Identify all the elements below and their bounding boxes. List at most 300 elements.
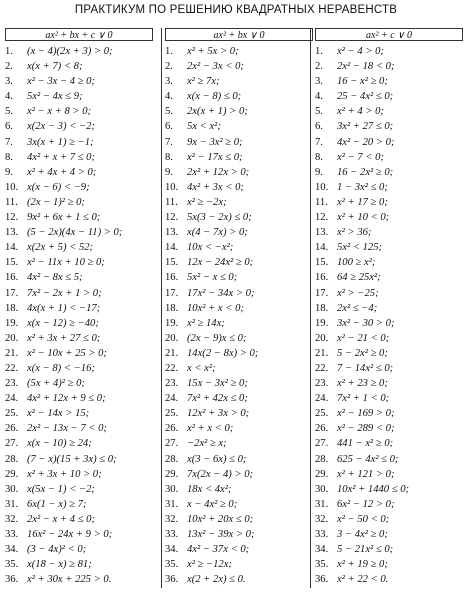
exercise-inequality: 3x(x + 1) ≥ −1; [27, 136, 94, 148]
exercise-inequality: 4x² − 37x < 0; [187, 544, 250, 556]
exercise-number: 30. [165, 483, 179, 495]
exercise-inequality: 7x² − 2x + 1 > 0; [27, 287, 102, 299]
exercise-row [165, 406, 313, 421]
exercise-number: 33. [315, 529, 329, 540]
exercise-number: 16. [5, 272, 19, 284]
exercise-inequality: 7x² + 42x ≤ 0; [187, 393, 248, 405]
exercise-number: 32. [5, 513, 19, 525]
exercise-number: 30. [315, 483, 329, 495]
exercise-row [5, 542, 153, 557]
exercise-number: 36. [165, 574, 179, 586]
exercise-row [165, 150, 313, 165]
exercise-number: 29. [5, 468, 19, 480]
exercise-number: 5. [315, 106, 323, 118]
exercise-row [315, 452, 463, 467]
exercise-inequality: (x − 4)(2x + 3) > 0; [27, 46, 113, 57]
exercise-row [315, 497, 463, 512]
exercise-inequality: x² + 3x + 10 > 0; [27, 468, 102, 480]
exercise-number: 14. [5, 242, 19, 254]
exercise-inequality: x(4 − 7x) > 0; [187, 227, 248, 239]
exercise-row [315, 44, 463, 59]
exercise-inequality: 2x² + 12x > 0; [187, 166, 250, 178]
exercise-inequality: x² − x + 8 > 0; [27, 106, 92, 118]
exercise-number: 34. [165, 544, 179, 556]
exercise-number: 11. [165, 196, 178, 208]
exercise-number: 7. [5, 136, 13, 148]
exercise-inequality: x² + 4 > 0; [337, 106, 384, 118]
exercise-number: 33. [165, 529, 179, 540]
exercise-row [315, 195, 463, 210]
exercise-inequality: −2x² ≥ x; [187, 438, 227, 450]
exercise-row [315, 74, 463, 89]
exercise-inequality: x² ≥ −2x; [187, 196, 227, 208]
exercise-inequality: x² − 50 < 0; [337, 513, 390, 525]
exercise-number: 6. [5, 121, 13, 133]
exercise-inequality: x(x − 12) ≥ −40; [27, 317, 99, 329]
exercise-number: 1. [315, 46, 323, 57]
exercise-number: 25. [315, 408, 329, 420]
exercise-inequality: x² ≥ −12x; [187, 559, 232, 571]
exercise-inequality: 441 − x² ≥ 0; [337, 438, 394, 450]
exercise-inequality: 10x² + 1440 ≤ 0; [337, 483, 410, 495]
exercise-row [5, 436, 153, 451]
exercise-row [165, 240, 313, 255]
exercise-number: 20. [5, 332, 19, 344]
exercise-inequality: x² + 19 ≥ 0; [337, 559, 388, 571]
exercise-number: 12. [315, 212, 329, 224]
exercise-row [5, 240, 153, 255]
exercise-inequality: x(18 − x) ≥ 81; [27, 559, 92, 571]
exercise-number: 28. [165, 453, 179, 465]
exercise-inequality: 1 − 3x² ≤ 0; [337, 181, 388, 193]
exercise-number: 18. [165, 302, 179, 314]
exercise-inequality: 100 ≥ x²; [337, 257, 376, 269]
exercise-number: 24. [5, 393, 19, 405]
exercise-number: 10. [165, 181, 179, 193]
exercise-number: 8. [315, 151, 323, 163]
exercise-number: 15. [315, 257, 329, 269]
exercise-row [315, 135, 463, 150]
exercise-row [5, 316, 153, 331]
exercise-number: 18. [5, 302, 19, 314]
exercise-row [315, 346, 463, 361]
exercise-number: 31. [5, 498, 19, 510]
exercise-number: 24. [315, 393, 329, 405]
exercise-row [5, 74, 153, 89]
exercise-number: 20. [165, 332, 179, 344]
exercise-number: 15. [5, 257, 19, 269]
exercise-inequality: 10x² + x < 0; [187, 302, 244, 314]
exercise-inequality: 7x² + 1 < 0; [337, 393, 390, 405]
exercise-number: 35. [165, 559, 179, 571]
exercise-inequality: 12x − 24x² ≥ 0; [187, 257, 254, 269]
exercise-inequality: x² > 36; [337, 227, 372, 239]
column-no-linear [315, 28, 463, 587]
exercise-number: 2. [315, 61, 323, 73]
exercise-number: 8. [5, 151, 13, 163]
exercise-number: 8. [165, 151, 173, 163]
column-header: ax² + c ∨ 0 [315, 28, 463, 41]
exercise-inequality: 2x² − 13x − 7 < 0; [27, 423, 107, 435]
exercise-number: 20. [315, 332, 329, 344]
exercise-inequality: 2x² ≤ −4; [337, 302, 378, 314]
exercise-inequality: 7 − 14x² ≤ 0; [337, 362, 394, 374]
exercise-number: 17. [315, 287, 329, 299]
exercise-row [165, 482, 313, 497]
exercise-row [5, 180, 153, 195]
exercise-inequality: x² + 4x + 4 > 0; [27, 166, 97, 178]
exercise-number: 32. [165, 513, 179, 525]
exercise-inequality: 15x − 3x² ≥ 0; [187, 378, 248, 390]
page-title: ПРАКТИКУМ ПО РЕШЕНИЮ КВАДРАТНЫХ НЕРАВЕНСТВ [74, 4, 398, 16]
exercise-number: 3. [165, 76, 173, 88]
exercise-inequality: 5x(3 − 2x) ≤ 0; [187, 212, 252, 224]
exercise-inequality: 9x² + 6x + 1 ≤ 0; [27, 212, 101, 224]
exercise-number: 17. [5, 287, 19, 299]
exercise-inequality: x² + 17 ≥ 0; [337, 196, 388, 208]
exercise-row [165, 527, 313, 542]
exercise-number: 5. [165, 106, 173, 118]
exercise-inequality: 10x < −x²; [187, 242, 234, 254]
exercise-inequality: x(2 + 2x) ≤ 0. [187, 574, 246, 586]
exercise-inequality: 5x² − 4x ≤ 9; [27, 91, 83, 103]
exercise-inequality: x² + 3x + 27 ≤ 0; [27, 332, 101, 344]
exercise-row [5, 572, 153, 587]
exercise-number: 7. [315, 136, 323, 148]
exercise-number: 16. [165, 272, 179, 284]
exercise-inequality: (2x − 9)x ≤ 0; [187, 332, 247, 344]
exercise-number: 1. [165, 46, 173, 57]
exercise-row [315, 255, 463, 270]
exercise-inequality: x² + 10 < 0; [337, 212, 390, 224]
exercise-inequality: 10x² + 20x ≤ 0; [187, 513, 254, 525]
exercise-number: 4. [315, 91, 323, 103]
exercise-row [315, 376, 463, 391]
exercise-row [5, 150, 153, 165]
exercise-number: 27. [5, 438, 19, 450]
exercise-inequality: 3x² − 30 > 0; [337, 317, 395, 329]
exercise-number: 21. [5, 347, 19, 359]
exercise-number: 2. [5, 61, 13, 73]
exercise-row [5, 527, 153, 542]
exercise-inequality: x² + 23 ≥ 0; [337, 378, 388, 390]
exercise-row [5, 44, 153, 59]
exercise-number: 7. [165, 136, 173, 148]
exercise-inequality: 7x(2x − 4) > 0; [187, 468, 254, 480]
exercise-inequality: 16 − 2x² ≥ 0; [337, 166, 394, 178]
exercise-number: 25. [5, 408, 19, 420]
exercise-row [5, 406, 153, 421]
exercise-number: 17. [165, 287, 179, 299]
exercise-row [5, 119, 153, 134]
exercise-row [165, 436, 313, 451]
exercise-number: 22. [315, 362, 329, 374]
exercise-inequality: (5x + 4)² ≥ 0; [27, 378, 85, 390]
exercise-inequality: x(x − 6) < −9; [27, 181, 90, 193]
exercise-number: 28. [315, 453, 329, 465]
exercise-number: 27. [315, 438, 329, 450]
exercise-number: 10. [315, 181, 329, 193]
exercise-inequality: 3 − 4x² ≥ 0; [337, 529, 388, 540]
exercise-inequality: 625 − 4x² ≤ 0; [337, 453, 399, 465]
exercise-row [315, 316, 463, 331]
exercise-inequality: 4x² − 20 > 0; [337, 136, 395, 148]
exercise-row [315, 421, 463, 436]
exercise-inequality: 17x² − 34x > 0; [187, 287, 255, 299]
exercise-row [5, 165, 153, 180]
exercise-number: 21. [165, 347, 179, 359]
exercise-number: 35. [5, 559, 19, 571]
exercise-row [5, 210, 153, 225]
exercise-row [165, 74, 313, 89]
exercise-inequality: x(3 − 6x) ≤ 0; [187, 453, 247, 465]
exercise-inequality: 4x² + 3x < 0; [187, 181, 244, 193]
exercise-number: 14. [315, 242, 329, 254]
exercise-inequality: x² − 169 > 0; [337, 408, 395, 420]
exercise-number: 11. [5, 196, 18, 208]
exercise-number: 15. [165, 257, 179, 269]
exercise-row [315, 331, 463, 346]
exercise-number: 35. [315, 559, 329, 571]
column-header: ax² + bx ∨ 0 [165, 28, 313, 41]
exercise-inequality: x(5x − 1) < −2; [27, 483, 95, 495]
exercise-row [5, 270, 153, 285]
exercise-number: 23. [315, 378, 329, 390]
exercise-number: 29. [315, 468, 329, 480]
exercise-inequality: 18x < 4x²; [187, 483, 232, 495]
exercise-row [5, 467, 153, 482]
exercise-row [165, 210, 313, 225]
exercise-inequality: 9x − 3x² ≥ 0; [187, 136, 243, 148]
exercise-inequality: x(2x − 3) < −2; [27, 121, 95, 133]
exercise-row [315, 572, 463, 587]
exercise-row [165, 59, 313, 74]
exercise-inequality: x(x − 8) < −16; [27, 362, 95, 374]
exercise-inequality: (7 − x)(15 + 3x) ≤ 0; [27, 453, 117, 465]
exercise-inequality: 4x² + 12x + 9 ≤ 0; [27, 393, 106, 405]
exercise-number: 31. [165, 498, 179, 510]
exercise-row [165, 286, 313, 301]
exercise-row [5, 59, 153, 74]
exercise-number: 9. [5, 166, 13, 178]
exercise-row [315, 59, 463, 74]
exercise-row [315, 436, 463, 451]
exercise-number: 13. [5, 227, 19, 239]
exercise-row [5, 255, 153, 270]
exercise-inequality: 3x² + 27 ≤ 0; [337, 121, 394, 133]
exercise-row [315, 150, 463, 165]
exercise-number: 26. [315, 423, 329, 435]
exercise-row [165, 467, 313, 482]
exercise-row [165, 119, 313, 134]
exercise-number: 33. [5, 529, 19, 540]
exercise-number: 30. [5, 483, 19, 495]
exercise-number: 10. [5, 181, 19, 193]
exercise-inequality: 2x² − 18 < 0; [337, 61, 395, 73]
exercise-row [5, 301, 153, 316]
exercise-row [165, 361, 313, 376]
exercise-row [5, 104, 153, 119]
exercise-row [5, 195, 153, 210]
exercise-row [315, 119, 463, 134]
exercise-number: 12. [5, 212, 19, 224]
exercise-inequality: x² − 21 < 0; [337, 332, 390, 344]
exercise-inequality: 16 − x² ≥ 0; [337, 76, 388, 88]
exercise-row [165, 165, 313, 180]
exercise-number: 12. [165, 212, 179, 224]
exercise-inequality: 25 − 4x² ≤ 0; [337, 91, 394, 103]
exercise-number: 13. [315, 227, 329, 239]
exercise-number: 34. [5, 544, 19, 556]
exercise-row [5, 346, 153, 361]
exercise-number: 23. [5, 378, 19, 390]
exercise-row [5, 512, 153, 527]
exercise-row [315, 391, 463, 406]
exercise-inequality: 13x² − 39x > 0; [187, 529, 255, 540]
exercise-row [315, 89, 463, 104]
exercise-row [165, 195, 313, 210]
exercise-row [5, 497, 153, 512]
exercise-inequality: 6x(1 − x) ≥ 7; [27, 498, 87, 510]
exercise-row [315, 361, 463, 376]
exercise-number: 36. [315, 574, 329, 586]
exercise-row [5, 225, 153, 240]
exercise-row [165, 572, 313, 587]
exercise-number: 22. [5, 362, 19, 374]
exercise-inequality: x² ≥ 14x; [187, 317, 225, 329]
exercise-inequality: x(x − 8) ≤ 0; [187, 91, 242, 103]
exercise-number: 4. [5, 91, 13, 103]
exercise-row [5, 135, 153, 150]
exercise-inequality: x − 4x² ≥ 0; [187, 498, 238, 510]
exercise-row [165, 557, 313, 572]
exercise-number: 23. [165, 378, 179, 390]
exercise-inequality: x² − 3x − 4 ≥ 0; [27, 76, 96, 88]
exercise-number: 24. [165, 393, 179, 405]
exercise-row [165, 316, 313, 331]
column-header: ax² + bx + c ∨ 0 [5, 28, 153, 41]
exercise-row [315, 557, 463, 572]
exercise-inequality: x² − 4 > 0; [337, 46, 384, 57]
exercise-inequality: 14x(2 − 8x) > 0; [187, 347, 259, 359]
exercise-number: 4. [165, 91, 173, 103]
exercise-row [165, 391, 313, 406]
exercise-row [315, 406, 463, 421]
exercise-row [165, 346, 313, 361]
exercise-number: 5. [5, 106, 13, 118]
exercise-row [315, 225, 463, 240]
exercise-inequality: 2x² − 3x < 0; [187, 61, 244, 73]
exercise-number: 14. [165, 242, 179, 254]
exercise-row [315, 467, 463, 482]
exercise-inequality: x < x²; [187, 362, 216, 374]
exercise-inequality: 4x² + x + 7 ≤ 0; [27, 151, 96, 163]
exercise-row [165, 180, 313, 195]
exercise-number: 36. [5, 574, 19, 586]
exercise-row [315, 286, 463, 301]
exercise-row [5, 557, 153, 572]
exercise-row [5, 421, 153, 436]
exercise-row [5, 452, 153, 467]
exercise-number: 29. [165, 468, 179, 480]
exercise-row [315, 301, 463, 316]
exercise-inequality: (2x − 1)² ≥ 0; [27, 196, 85, 208]
exercise-row [165, 542, 313, 557]
exercise-row [315, 527, 463, 542]
exercise-list [5, 44, 153, 587]
exercise-inequality: (3 − 4x)² < 0; [27, 544, 87, 556]
column-no-constant [165, 28, 313, 587]
exercise-inequality: 6x² − 12 > 0; [337, 498, 395, 510]
column-divider [161, 28, 162, 588]
exercise-row [315, 165, 463, 180]
exercise-row [165, 376, 313, 391]
exercise-inequality: x² − 10x + 25 > 0; [27, 347, 107, 359]
exercise-row [5, 361, 153, 376]
exercise-row [315, 104, 463, 119]
exercise-list [165, 44, 313, 587]
exercise-row [165, 331, 313, 346]
exercise-row [5, 482, 153, 497]
exercise-inequality: 5 − 2x² ≥ 0; [337, 347, 388, 359]
exercise-row [165, 452, 313, 467]
exercise-inequality: 4x² − 8x ≤ 5; [27, 272, 83, 284]
exercise-row [315, 512, 463, 527]
exercise-inequality: 2x(x + 1) > 0; [187, 106, 248, 118]
exercise-row [165, 44, 313, 59]
exercise-row [315, 180, 463, 195]
exercise-row [5, 286, 153, 301]
exercise-inequality: x² ≥ 7x; [187, 76, 220, 88]
exercise-row [315, 542, 463, 557]
exercise-inequality: x(2x + 5) < 52; [27, 242, 94, 254]
exercise-number: 19. [315, 317, 329, 329]
exercise-row [5, 89, 153, 104]
exercise-inequality: 4x(x + 1) < −17; [27, 302, 101, 314]
exercise-number: 18. [315, 302, 329, 314]
exercise-row [165, 135, 313, 150]
exercise-row [315, 270, 463, 285]
exercise-number: 25. [165, 408, 179, 420]
exercise-inequality: x² − 289 < 0; [337, 423, 395, 435]
exercise-inequality: x² > −25; [337, 287, 379, 299]
exercise-row [315, 210, 463, 225]
exercise-number: 3. [5, 76, 13, 88]
exercise-row [165, 255, 313, 270]
exercise-inequality: x² + 22 < 0. [337, 574, 389, 586]
column-general-quadratic [5, 28, 153, 587]
exercise-inequality: 12x² + 3x > 0; [187, 408, 250, 420]
exercise-inequality: x² + 121 > 0; [337, 468, 395, 480]
exercise-number: 26. [165, 423, 179, 435]
exercise-inequality: x² + x < 0; [187, 423, 234, 435]
exercise-number: 32. [315, 513, 329, 525]
exercise-inequality: x² − 7 < 0; [337, 151, 384, 163]
exercise-inequality: 5 − 21x² ≤ 0; [337, 544, 394, 556]
exercise-number: 19. [165, 317, 179, 329]
exercise-inequality: x(x − 10) ≥ 24; [27, 438, 92, 450]
exercise-number: 3. [315, 76, 323, 88]
exercise-number: 13. [165, 227, 179, 239]
exercise-row [315, 240, 463, 255]
exercise-row [165, 497, 313, 512]
exercise-inequality: x² − 14x > 15; [27, 408, 90, 420]
exercise-inequality: 5x < x²; [187, 121, 221, 133]
exercise-number: 31. [315, 498, 329, 510]
exercise-number: 9. [165, 166, 173, 178]
exercise-inequality: x² − 17x ≤ 0; [187, 151, 243, 163]
exercise-inequality: 64 ≥ 25x²; [337, 272, 381, 284]
